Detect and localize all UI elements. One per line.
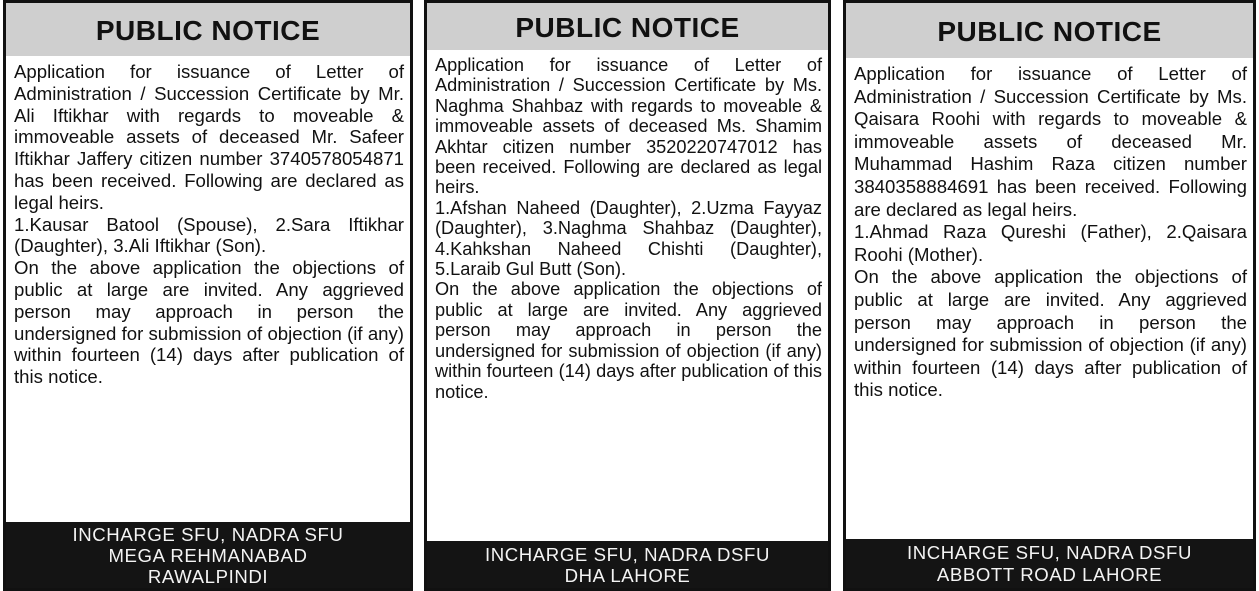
issuing-office (427, 541, 828, 588)
notice-title: PUBLIC NOTICE (846, 3, 1253, 58)
objection-text: On the above application the objections of public at large are invited. Any aggrieved person may approach in person the undersigned for submission of objection (if any) within fourteen (14) days after publication of this notice. (435, 279, 822, 402)
objection-text: On the above application the objections of public at large are invited. Any aggrieved person may approach in person the undersigned for submission of objection (if any) within fourteen (14) days after publication of this notice. (14, 257, 404, 388)
footer-line: DHA LAHORE (564, 565, 691, 586)
legal-heirs-list: 1.Kausar Batool (Spouse), 2.Sara Iftikhar (Daughter), 3.Ali Iftikhar (Son). (14, 213, 404, 257)
footer-line: INCHARGE SFU, NADRA SFU (72, 524, 344, 545)
issuing-office (846, 539, 1253, 588)
footer-line: INCHARGE SFU, NADRA DSFU (484, 544, 771, 565)
footer-line: ABBOTT ROAD LAHORE (936, 564, 1163, 585)
notice-body (435, 55, 822, 402)
legal-heirs-list: 1.Afshan Naheed (Daughter), 2.Uzma Fayyaz (Daughter), 3.Naghma Shahbaz (Daughter), 4.Kahkshan Naheed Chishti (Daughter), 5.Laraib Gul Butt (Son). (435, 197, 822, 280)
issuing-office (6, 522, 410, 588)
public-notice-1 (3, 0, 413, 591)
footer-line: MEGA REHMANABAD (108, 545, 308, 566)
objection-text: On the above application the objections of public at large are invited. Any aggrieved person may approach in person the undersigned for submission of objection (if any) within fourteen (14) days after publication of this notice. (854, 266, 1247, 401)
application-text: Application for issuance of Letter of Administration / Succession Certificate by Ms. Naghma Shahbaz with regards to moveable & immoveable assets of deceased Ms. Shamim Akhtar citizen number 3520220747012 has been received. Following are declared as legal heirs. (435, 55, 822, 198)
notice-body (854, 63, 1247, 402)
application-text: Application for issuance of Letter of Administration / Succession Certificate by Ms. Qaisara Roohi with regards to moveable & immoveable assets of deceased Mr. Muhammad Hashim Raza citizen number 3840358884691 has been received. Following are declared as legal heirs. (854, 63, 1247, 220)
application-text: Application for issuance of Letter of Administration / Succession Certificate by Mr. Ali Iftikhar with regards to moveable & immoveable assets of deceased Mr. Safeer Iftikhar Jaffery citizen number 3740578054871 has been received. Following are declared as legal heirs. (14, 61, 404, 213)
footer-line: RAWALPINDI (147, 566, 269, 587)
notice-title: PUBLIC NOTICE (427, 3, 828, 50)
notice-body (14, 61, 404, 388)
public-notice-3 (843, 0, 1256, 591)
public-notice-2 (424, 0, 831, 591)
legal-heirs-list: 1.Ahmad Raza Qureshi (Father), 2.Qaisara Roohi (Mother). (854, 221, 1247, 265)
notice-title: PUBLIC NOTICE (6, 3, 410, 56)
footer-line: INCHARGE SFU, NADRA DSFU (906, 542, 1193, 563)
